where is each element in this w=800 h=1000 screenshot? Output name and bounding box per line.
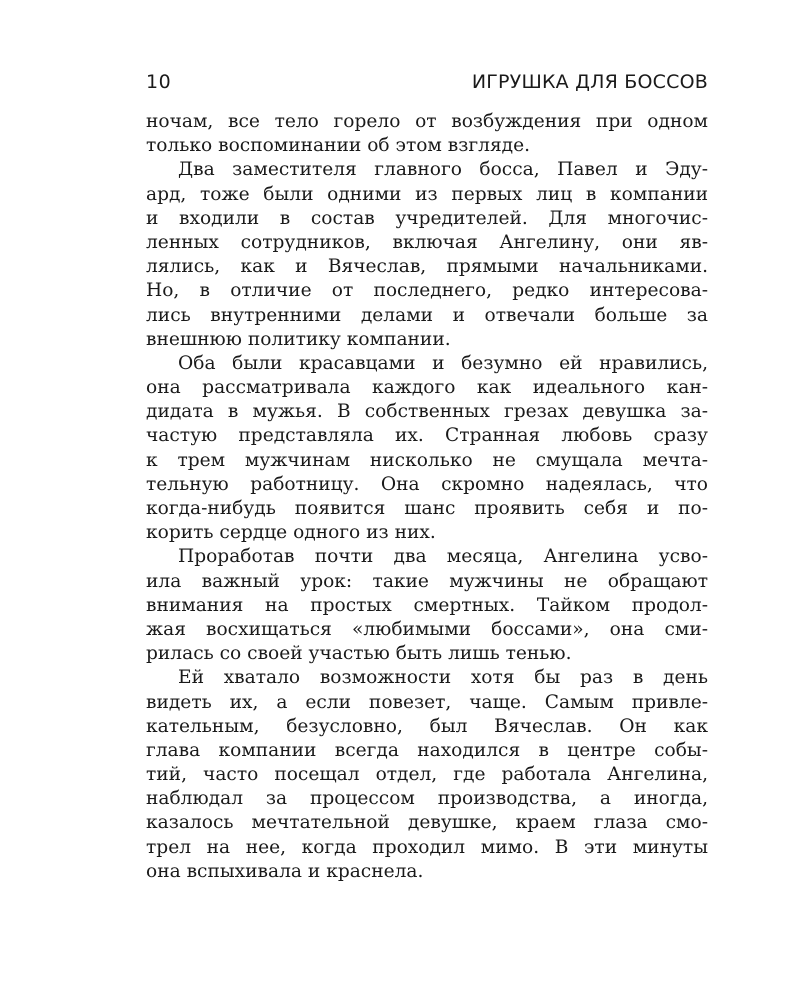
text-line: Два заместителя главного босса, Павел и Эду- [178,159,708,181]
text-line: ленных сотрудников, включая Ангелину, они яв- [146,231,708,253]
text-line: ила важный урок: такие мужчины не обращают [146,570,708,592]
text-line: Ей хватало возможности хотя бы раз в день [178,667,708,689]
text-line: глава компании всегда находился в центре собы- [146,739,708,761]
page-number: 10 [146,71,172,93]
text-line: Проработав почти два месяца, Ангелина усво- [178,546,708,568]
running-header-title: ИГРУШКА ДЛЯ БОССОВ [471,71,708,93]
text-line: жая восхищаться «любимыми боссами», она сми- [146,618,708,640]
text-line: тельную работницу. Она скромно надеялась, что [146,473,708,495]
text-line: она рассматривала каждого как идеального кан- [146,377,708,399]
text-line: частую представляла их. Странная любовь сразу [146,425,708,447]
text-line: трел на нее, когда проходил мимо. В эти минуты [146,836,708,858]
text-line: видеть их, а если повезет, чаще. Самым привле- [146,691,708,713]
text-line: казалось мечтательной девушке, краем глаза смо- [146,812,708,834]
text-line: ард, тоже были одними из первых лиц в компании [146,183,708,205]
text-line: Но, в отличие от последнего, редко интересова- [146,280,708,302]
text-line: кательным, безусловно, был Вячеслав. Он как [146,715,708,737]
text-line: внимания на простых смертных. Тайком продол- [146,594,708,616]
text-line: наблюдал за процессом производства, а иногда, [146,788,708,810]
text-line: когда-нибудь появится шанс проявить себя и по- [146,498,708,519]
text-line: к трем мужчинам нисколько не смущала мечта- [146,449,708,471]
text-line: дидата в мужья. В собственных грезах девушка за- [146,401,708,423]
text-line: внешнюю политику компании. [146,328,451,350]
text-line: Оба были красавцами и безумно ей нравились, [178,352,708,374]
text-line: лялись, как и Вячеслав, прямыми начальниками. [146,256,708,278]
text-line: она вспыхивала и краснела. [146,860,424,882]
text-line: тий, часто посещал отдел, где работала Ангелина, [146,764,708,786]
body-text [146,110,708,884]
text-line: только воспоминании об этом взгляде. [146,135,531,157]
text-line: ночам, все тело горело от возбуждения при одном [146,111,708,132]
text-line: корить сердце одного из них. [146,522,436,544]
text-line: рилась со своей участью быть лишь тенью. [146,643,572,665]
text-line: лись внутренними делами и отвечали больше за [146,304,708,326]
text-line: и входили в состав учредителей. Для многочис- [146,207,708,229]
